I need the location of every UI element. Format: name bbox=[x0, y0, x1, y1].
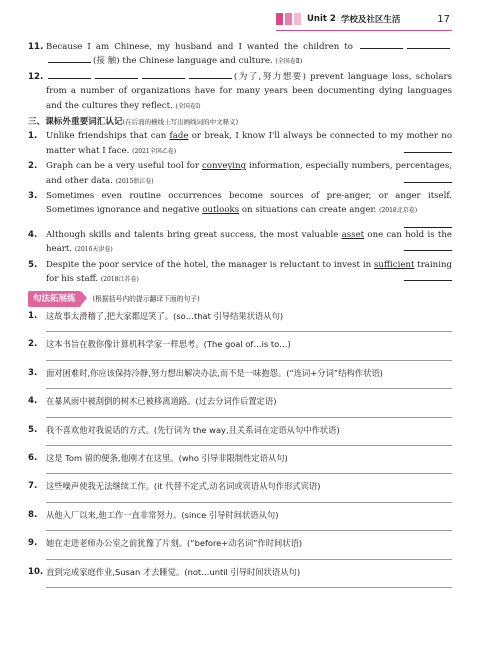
page-number: 17 bbox=[437, 13, 450, 25]
item-source: (全国卷Ⅰ) bbox=[175, 102, 201, 110]
item-text: 这些噪声使我无法继续工作。(it 代替不定式,动名词或宾语从句作形式宾语) bbox=[46, 481, 321, 492]
item-hint: (为了,努力想要) bbox=[234, 71, 306, 82]
item-text: 从他入厂以来,他工作一直非常努力。(since 引导时间状语从句) bbox=[46, 509, 279, 520]
page-content bbox=[28, 40, 452, 593]
fill-item-11 bbox=[28, 40, 452, 70]
item-number: 11. bbox=[28, 42, 44, 52]
item-number: 3. bbox=[28, 367, 38, 378]
section-hint: (在后面的横线上写出画线词的中文释义) bbox=[122, 118, 239, 127]
translation-item-8 bbox=[28, 508, 452, 522]
item-text: Unlike friendships that can bbox=[46, 131, 170, 142]
item-text: on situations can create anger. bbox=[239, 205, 377, 216]
item-text: 这本书旨在教你像计算机科学家一样思考。(The goal of…is to…) bbox=[46, 339, 291, 350]
answer-line[interactable] bbox=[46, 530, 452, 531]
item-number: 1. bbox=[28, 131, 38, 142]
item-text: 触) the Chinese language and culture. bbox=[107, 56, 273, 67]
item-number: 1. bbox=[28, 310, 38, 321]
item-text: one can hold is the heart. bbox=[46, 229, 452, 255]
answer-line[interactable] bbox=[46, 559, 452, 560]
vocab-item-4 bbox=[28, 228, 452, 258]
section-title: 三、课标外重要词汇认记 bbox=[28, 117, 123, 128]
item-number: 6. bbox=[28, 452, 38, 463]
translation-item-7 bbox=[28, 479, 452, 493]
item-number: 4. bbox=[28, 229, 38, 240]
target-word: sufficient bbox=[373, 259, 415, 270]
item-source: (2018江苏卷) bbox=[100, 276, 139, 284]
fill-item-12 bbox=[28, 70, 452, 114]
translation-item-6 bbox=[28, 451, 452, 465]
vocab-item-5 bbox=[28, 258, 452, 288]
vocab-item-2 bbox=[28, 159, 452, 189]
item-hint: (接 bbox=[93, 56, 105, 67]
answer-blank[interactable] bbox=[404, 242, 452, 251]
answer-blank[interactable] bbox=[48, 70, 91, 79]
section-badge: 句法拓展练 bbox=[28, 291, 81, 307]
item-number: 8. bbox=[28, 509, 38, 520]
translation-item-2 bbox=[28, 337, 452, 351]
target-word: conveying bbox=[201, 161, 247, 172]
item-source: (2015浙江卷) bbox=[115, 177, 154, 185]
answer-blank[interactable] bbox=[404, 219, 452, 228]
target-word: fade bbox=[169, 131, 189, 142]
translation-item-4 bbox=[28, 394, 452, 408]
item-text: Although skills and talents bring great success, the most valuable bbox=[46, 229, 342, 240]
item-number: 9. bbox=[28, 538, 38, 549]
item-number: 7. bbox=[28, 481, 38, 492]
header-decoration bbox=[276, 13, 301, 25]
translation-item-5 bbox=[28, 423, 452, 437]
item-number: 12. bbox=[28, 71, 44, 82]
answer-blank[interactable] bbox=[189, 70, 232, 79]
item-number: 5. bbox=[28, 259, 38, 270]
item-text: training for his staff. bbox=[46, 259, 452, 285]
answer-blank[interactable] bbox=[404, 174, 452, 183]
answer-blank[interactable] bbox=[48, 54, 91, 63]
item-source: (2018北京卷) bbox=[379, 207, 418, 215]
answer-blank[interactable] bbox=[404, 272, 452, 281]
target-word: asset bbox=[341, 229, 365, 240]
item-text: 面对困难时,你应该保持冷静,努力想出解决办法,而不是一味抱怨。(“连词+分词”结构作状语) bbox=[46, 367, 383, 378]
answer-blank[interactable] bbox=[95, 70, 138, 79]
answer-line[interactable] bbox=[46, 587, 452, 588]
item-text: 这是 Tom 留的便条,他刚才在这里。(who 引导非限制性定语从句) bbox=[46, 452, 288, 463]
item-number: 10. bbox=[28, 566, 44, 577]
answer-blank[interactable] bbox=[404, 144, 452, 153]
item-source: (2016天津卷) bbox=[74, 246, 113, 254]
item-source: (全国卷Ⅱ) bbox=[275, 58, 303, 66]
section-heading bbox=[28, 115, 452, 129]
unit-title: 学校及社区生活 bbox=[340, 15, 401, 25]
item-text: Despite the poor service of the hotel, the manager is reluctant to invest in bbox=[46, 259, 374, 270]
item-text: information, especially numbers, percentages, and other data. bbox=[46, 161, 452, 186]
target-word: outlooks bbox=[202, 205, 240, 216]
item-text: prevent language loss, scholars from a number of organizations have for many years been documenting dying languages and the cultures they reflect. bbox=[46, 71, 452, 111]
vocab-item-1 bbox=[28, 129, 452, 159]
item-text: or break, I know I'll always be connected to my mother no matter what I face. bbox=[46, 131, 452, 156]
section-hint: (根据括号内的提示翻译下面的句子) bbox=[92, 294, 200, 303]
answer-blank[interactable] bbox=[407, 40, 450, 49]
answer-line[interactable] bbox=[46, 331, 452, 332]
item-number: 2. bbox=[28, 161, 38, 172]
answer-line[interactable] bbox=[46, 360, 452, 361]
item-text: 这故事太滑稽了,把大家都逗笑了。(so…that 引导结果状语从句) bbox=[46, 310, 284, 321]
unit-label: Unit 2 bbox=[307, 14, 336, 24]
translation-item-10 bbox=[28, 565, 452, 579]
item-text: Graph can be a very useful tool for bbox=[46, 161, 202, 172]
answer-line[interactable] bbox=[46, 388, 452, 389]
translation-item-1 bbox=[28, 309, 452, 323]
vocab-item-3 bbox=[28, 189, 452, 228]
syntax-practice-heading bbox=[28, 291, 452, 307]
translation-item-3 bbox=[28, 366, 452, 380]
answer-blank[interactable] bbox=[360, 40, 403, 49]
item-text: Because I am Chinese, my husband and I wanted the children to bbox=[46, 42, 353, 52]
item-source: (2021全国乙卷) bbox=[132, 147, 177, 155]
item-number: 5. bbox=[28, 424, 38, 435]
item-text: 她在走进老师办公室之前犹豫了片刻。(“before+动名词”作时间状语) bbox=[46, 538, 303, 549]
item-text: 在暴风雨中被刮倒的树木已被移离道路。(过去分词作后置定语) bbox=[46, 396, 277, 407]
item-text: 我不喜欢他对我说话的方式。(先行词为 the way,且关系词在定语从句中作状语) bbox=[46, 424, 340, 435]
answer-line[interactable] bbox=[46, 417, 452, 418]
answer-line[interactable] bbox=[46, 473, 452, 474]
page-header bbox=[276, 11, 452, 27]
item-number: 4. bbox=[28, 396, 38, 407]
answer-line[interactable] bbox=[46, 502, 452, 503]
item-number: 2. bbox=[28, 339, 38, 350]
item-text: 直到完成家庭作业,Susan 才去睡觉。(not…until 引导时间状语从句) bbox=[46, 566, 301, 577]
header-rule bbox=[276, 30, 452, 31]
item-text: Sometimes even routine occurrences become sources of pre-anger, or anger itself. Sometimes ignorance and negative bbox=[46, 191, 452, 216]
answer-line[interactable] bbox=[46, 445, 452, 446]
item-number: 3. bbox=[28, 191, 38, 202]
translation-item-9 bbox=[28, 536, 452, 550]
answer-blank[interactable] bbox=[142, 70, 185, 79]
